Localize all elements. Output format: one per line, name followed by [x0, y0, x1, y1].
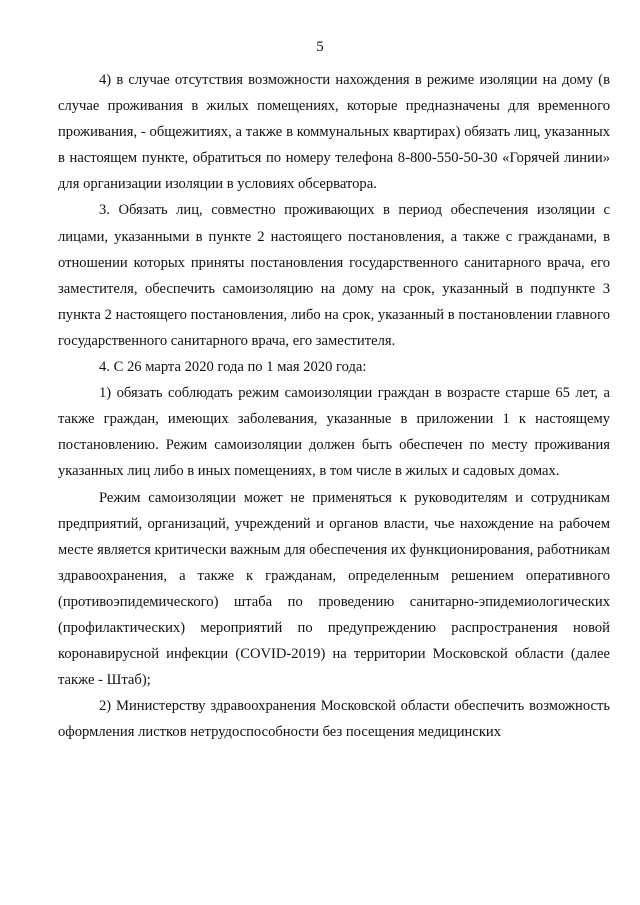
document-body [58, 67, 610, 745]
paragraph-elderly-self-isolation: 1) обязать соблюдать режим самоизоляции граждан в возрасте старше 65 лет, а также граждан, имеющих заболевания, указанные в приложении 1 к настоящему постановлению. Режим самоизоляции должен быть обеспечен по месту проживания указанных лиц либо в иных помещениях, в том числе в жилых и садовых домах. [58, 385, 610, 480]
paragraph-period-heading: 4. С 26 марта 2020 года по 1 мая 2020 года: [99, 359, 367, 376]
paragraph-isolation-observator: 4) в случае отсутствия возможности нахождения в режиме изоляции на дому (в случае проживания в жилых помещениях, которые предназначены для временного проживания, - общежитиях, а также в коммунальных квартирах) обязать лиц, указанных в настоящем пункте, обратиться по номеру телефона 8-800-550-50-30 «Горячей линии» для организации изоляции в условиях обсерватора. [58, 72, 610, 193]
paragraph-sick-leave: 2) Министерству здравоохранения Московской области обеспечить возможность оформления листков нетрудоспособности без посещения медицинских [58, 698, 610, 741]
paragraph-cohabitants-self-isolation: 3. Обязать лиц, совместно проживающих в период обеспечения изоляции с лицами, указанными в пункте 2 настоящего постановления, а также с гражданами, в отношении которых приняты постановления государственного санитарного врача, его заместителя, обеспечить самоизоляцию на дому на срок, указанный в подпункте 3 пункта 2 настоящего постановления, либо на срок, указанный в постановлении главного государственного санитарного врача, его заместителя. [58, 202, 610, 349]
paragraph-self-isolation-exceptions: Режим самоизоляции может не применяться к руководителям и сотрудникам предприятий, организаций, учреждений и органов власти, чье нахождение на рабочем месте является критически важным для обеспечения их функционирования, работникам здравоохранения, а также к гражданам, определенным решением оперативного (противоэпидемического) штаба по проведению санитарно-эпидемиологических (профилактических) мероприятий по предупреждению распространения новой коронавирусной инфекции (COVID-2019) на территории Московской области (далее также - Штаб); [58, 489, 610, 689]
page-number: 5 [316, 39, 324, 55]
